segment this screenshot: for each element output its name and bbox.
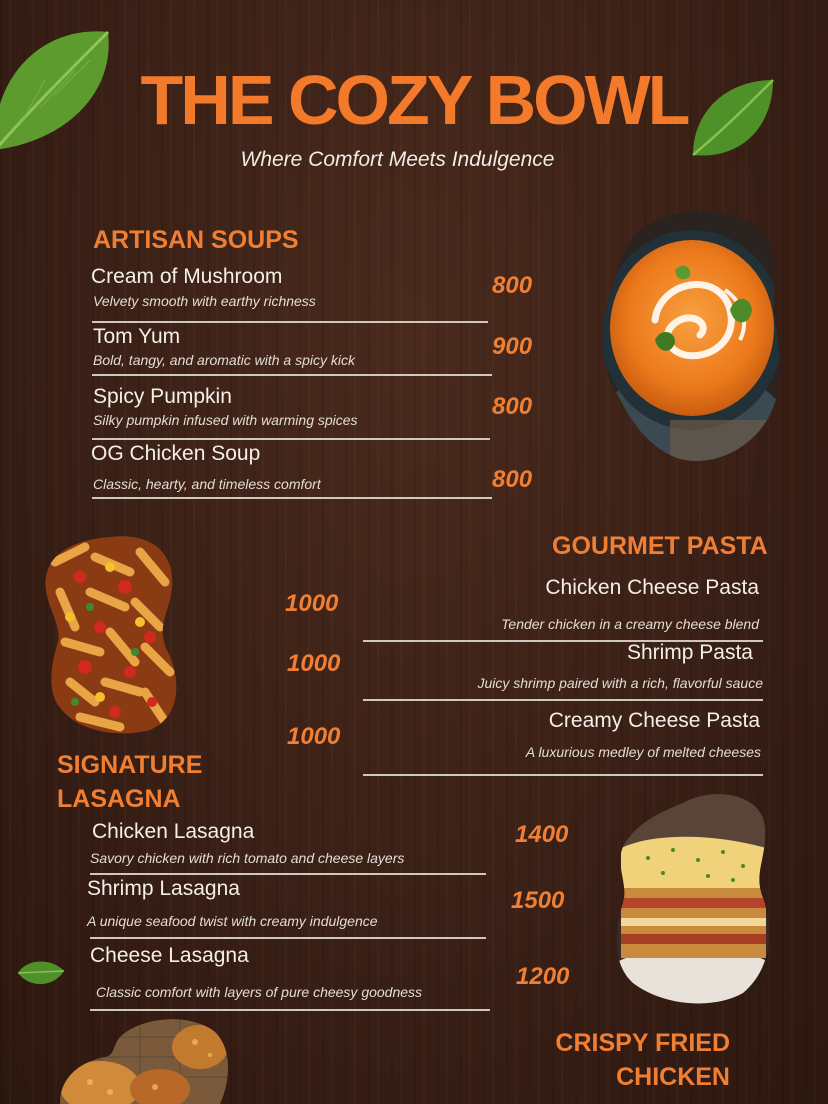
soup-item-price: 800 [492,272,533,299]
item-divider [92,438,490,440]
lasagna-item-price: 1200 [516,963,570,990]
item-divider [90,1009,490,1011]
pasta-item-name: Chicken Cheese Pasta [545,576,759,599]
tomato-soup-photo [600,210,782,468]
lasagna-item-desc: A unique seafood twist with creamy indulgence [87,913,378,929]
soup-item-name: Cream of Mushroom [91,265,283,288]
soup-item-price: 800 [492,393,533,420]
item-divider [363,774,763,776]
pasta-item-name: Shrimp Pasta [626,641,753,664]
section-title-chicken-line1: CRISPY FRIED [555,1029,730,1057]
section-title-chicken-line2: CHICKEN [616,1063,730,1091]
lasagna-item-name: Cheese Lasagna [90,944,249,967]
soup-item-price: 800 [492,466,533,493]
pasta-item-desc: Tender chicken in a creamy cheese blend [501,616,759,632]
lasagna-item-desc: Classic comfort with layers of pure cheesy goodness [96,984,423,1000]
pasta-item-price: 1000 [287,650,341,677]
restaurant-tagline: Where Comfort Meets Indulgence [240,148,555,171]
item-divider [92,374,492,376]
lasagna-photo [613,788,773,1006]
soup-item-desc: Velvety smooth with earthy richness [93,293,316,309]
pasta-item-price: 1000 [287,723,341,750]
restaurant-title: THE COZY BOWL [140,61,688,139]
item-divider [363,699,763,701]
lasagna-item-name: Shrimp Lasagna [87,877,240,900]
pasta-item-price: 1000 [285,590,339,617]
pasta-item-name: Creamy Cheese Pasta [548,709,760,732]
lasagna-item-desc: Savory chicken with rich tomato and cheese layers [90,850,405,866]
item-divider [92,321,488,323]
fried-chicken-photo [60,1017,230,1104]
soup-item-desc: Bold, tangy, and aromatic with a spicy kick [93,352,355,368]
section-title-soups: ARTISAN SOUPS [93,226,299,254]
lasagna-item-name: Chicken Lasagna [92,820,255,843]
soup-item-name: Spicy Pumpkin [93,385,232,408]
soup-item-price: 900 [492,333,533,360]
pasta-item-desc: Juicy shrimp paired with a rich, flavorful sauce [477,675,763,691]
pasta-item-desc: A luxurious medley of melted cheeses [525,744,761,760]
soup-item-desc: Silky pumpkin infused with warming spices [93,412,358,428]
soup-item-name: Tom Yum [93,325,181,348]
item-divider [92,497,492,499]
section-title-pasta: GOURMET PASTA [552,532,768,560]
lasagna-item-price: 1500 [511,887,565,914]
section-title-lasagna-line2: LASAGNA [57,785,181,813]
soup-item-desc: Classic, hearty, and timeless comfort [93,476,321,492]
section-title-lasagna-line1: SIGNATURE [57,751,203,779]
item-divider [90,873,486,875]
item-divider [90,937,486,939]
basil-leaf-small-image [16,955,66,991]
lasagna-item-price: 1400 [515,821,569,848]
penne-pasta-photo [40,532,182,736]
soup-item-name: OG Chicken Soup [91,442,261,465]
